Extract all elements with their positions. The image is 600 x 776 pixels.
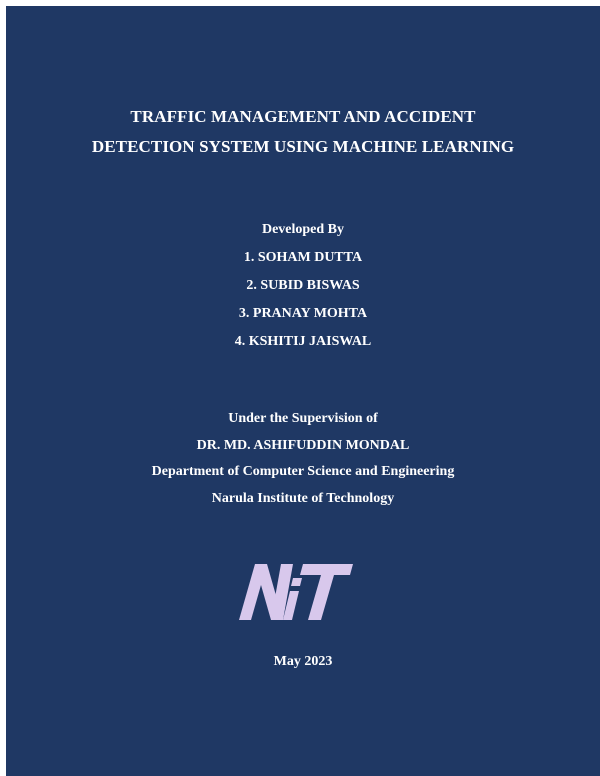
developer-name-2: 2. SUBID BISWAS bbox=[246, 278, 360, 293]
developer-name-3: 3. PRANAY MOHTA bbox=[238, 306, 368, 321]
cover-background bbox=[6, 6, 600, 776]
document-title bbox=[6, 102, 600, 162]
developed-by-heading: Developed By bbox=[261, 222, 345, 237]
supervisor-name: DR. MD. ASHIFUDDIN MONDAL bbox=[196, 437, 410, 453]
title-line-1: TRAFFIC MANAGEMENT AND ACCIDENT bbox=[130, 107, 476, 126]
title-line-2: DETECTION SYSTEM USING MACHINE LEARNING bbox=[91, 137, 515, 156]
developer-name-1: 1. SOHAM DUTTA bbox=[243, 250, 363, 265]
developers-section bbox=[6, 216, 600, 356]
developer-name-4: 4. KSHITIJ JAISWAL bbox=[234, 334, 372, 349]
supervision-heading: Under the Supervision of bbox=[228, 411, 378, 426]
department-name: Department of Computer Science and Engineering bbox=[151, 464, 455, 479]
supervision-section bbox=[6, 406, 600, 512]
document-date: May 2023 bbox=[273, 654, 333, 669]
nit-logo-icon bbox=[237, 558, 355, 624]
institute-name: Narula Institute of Technology bbox=[211, 490, 395, 506]
